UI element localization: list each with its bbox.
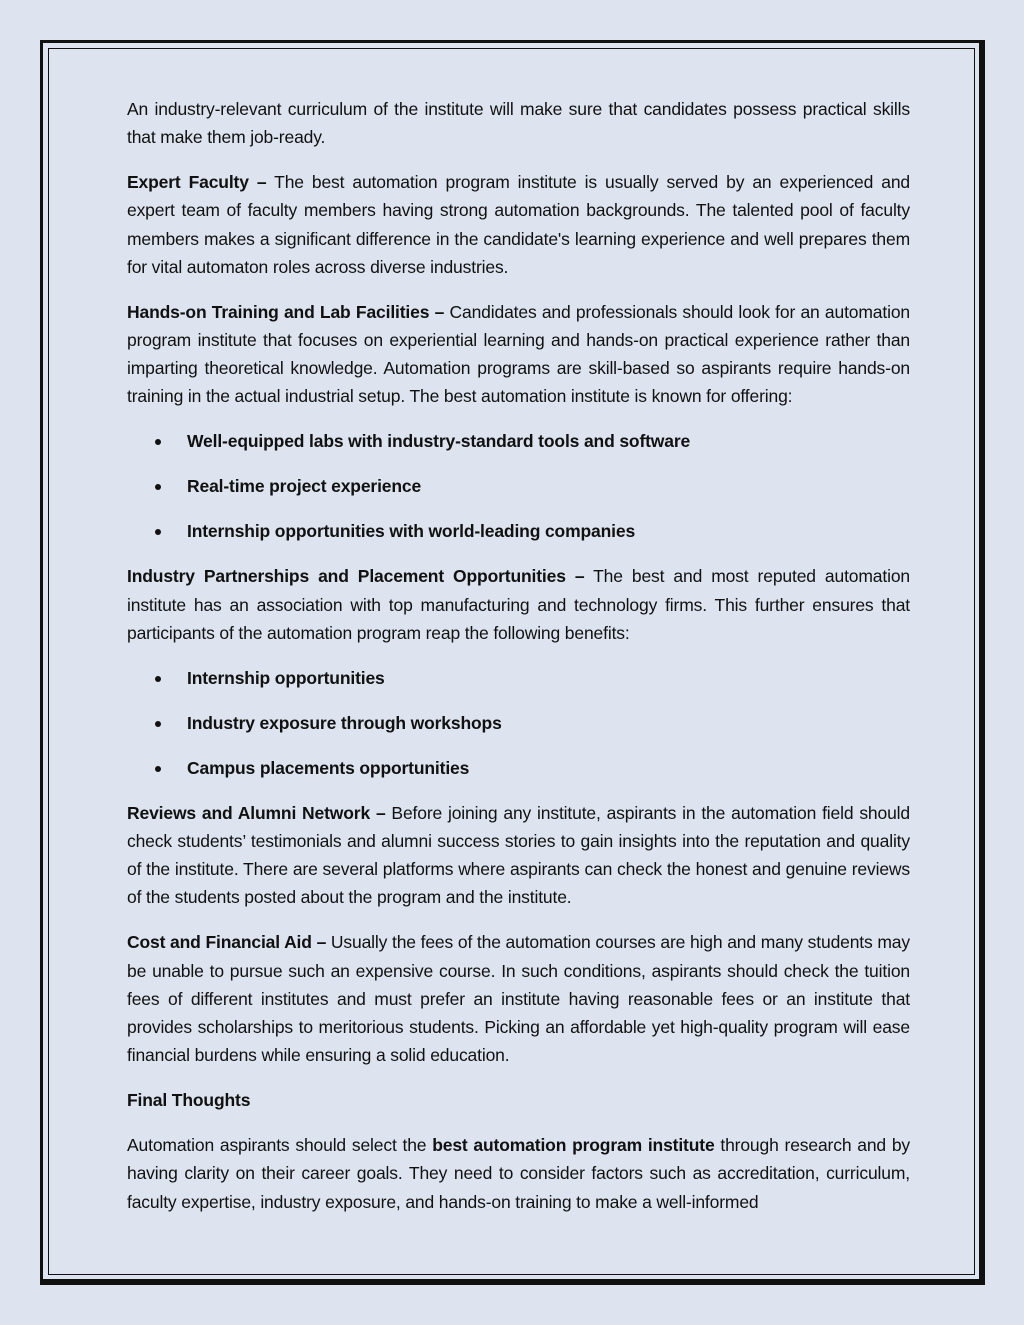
bullet-icon (155, 439, 161, 445)
list-item-text: Well-equipped labs with industry-standard tools and software (187, 431, 691, 452)
list-item (127, 517, 910, 545)
list-item-text: Internship opportunities (187, 667, 385, 688)
list-item-text: Industry exposure through workshops (187, 712, 502, 733)
hands-on-bullet-list (127, 427, 910, 545)
list-item-text: Campus placements opportunities (187, 757, 470, 778)
industry-partnerships-paragraph (127, 562, 910, 647)
final-thoughts-paragraph (127, 1131, 910, 1216)
industry-partnerships-heading: Industry Partnerships and Placement Opportunities – (127, 566, 585, 587)
reviews-heading: Reviews and Alumni Network – (127, 802, 386, 823)
list-item-text: Internship opportunities with world-leading companies (187, 521, 636, 542)
final-thoughts-heading: Final Thoughts (127, 1090, 251, 1111)
cost-paragraph (127, 928, 910, 1069)
hands-on-heading: Hands-on Training and Lab Facilities – (127, 301, 445, 322)
partnerships-bullet-list (127, 664, 910, 782)
final-thoughts-highlight: best automation program institute (432, 1135, 715, 1156)
list-item (127, 427, 910, 455)
bullet-icon (155, 766, 161, 772)
list-item (127, 754, 910, 782)
expert-faculty-heading: Expert Faculty – (127, 172, 267, 193)
page-frame (40, 40, 985, 1285)
list-item (127, 709, 910, 737)
hands-on-body: Candidates and professionals should look for an automation program institute that focuses on experiential learning and hands-on practical experience rather than imparting theoretical knowledge. Automation programs are skill-based so aspirants require hands-on training in the actual industrial setup. The best automation institute is known for offering: (127, 301, 910, 407)
list-item (127, 664, 910, 692)
final-thoughts-body-end: through research and by having clarity on their career goals. They need to consider factors such as accreditation, curriculum, faculty expertise, industry exposure, and hands-on training to make a well-informed (127, 1135, 910, 1212)
intro-paragraph: An industry-relevant curriculum of the institute will make sure that candidates possess practical skills that make them job-ready. (127, 99, 910, 148)
final-thoughts-body-start: Automation aspirants should select the (127, 1135, 433, 1156)
reviews-body: Before joining any institute, aspirants in the automation field should check students’ testimonials and alumni success stories to gain insights into the reputation and quality of the institute. There are several platforms where aspirants can check the honest and genuine reviews of the students posted about the program and the institute. (127, 802, 910, 908)
industry-partnerships-body: The best and most reputed automation institute has an association with top manufacturing and technology firms. This further ensures that participants of the automation program reap the following benefits: (127, 566, 910, 643)
cost-body: Usually the fees of the automation courses are high and many students may be unable to pursue such an expensive course. In such conditions, aspirants should check the tuition fees of different institutes and must prefer an institute having reasonable fees or an institute that provides scholarships to meritorious students. Picking an affordable yet high-quality program will ease financial burdens while ensuring a solid education. (127, 932, 910, 1066)
list-item-text: Real-time project experience (187, 476, 422, 497)
bullet-icon (155, 721, 161, 727)
cost-heading: Cost and Financial Aid – (127, 932, 327, 953)
bullet-icon (155, 676, 161, 682)
reviews-paragraph (127, 799, 910, 912)
expert-faculty-paragraph (127, 168, 910, 281)
bullet-icon (155, 484, 161, 490)
expert-faculty-body: The best automation program institute is usually served by an experienced and expert team of faculty members having strong automation backgrounds. The talented pool of faculty members makes a significant difference in the candidate's learning experience and well prepares them for vital automaton roles across diverse industries. (127, 172, 911, 277)
page-inner-border (48, 48, 975, 1275)
bullet-icon (155, 529, 161, 535)
hands-on-paragraph (127, 298, 910, 411)
document-body (127, 95, 910, 1233)
list-item (127, 472, 910, 500)
